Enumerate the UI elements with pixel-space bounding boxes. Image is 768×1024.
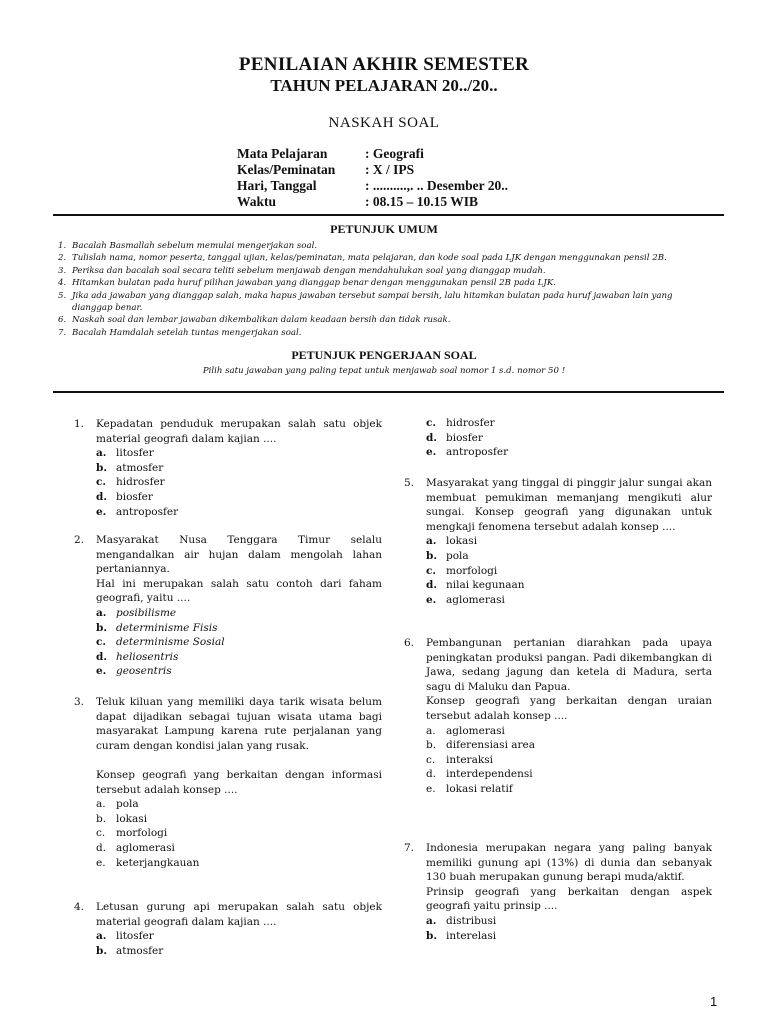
info-row-subject — [237, 146, 508, 162]
question-text: Kepadatan penduduk merupakan salah satu objek material geografi dalam kajian .... — [96, 418, 382, 445]
question-text-2: Prinsip geografi yang berkaitan dengan aspek geografi yaitu prinsip .... — [426, 885, 712, 913]
instruction-item: 4. Hitamkan bulatan pada huruf pilihan jawaban yang dianggap benar dengan menggunakan pensil 2B pada LJK. — [58, 278, 556, 289]
option-a: a. aglomerasi — [426, 724, 505, 737]
instruction-item: 3. Periksa dan bacalah soal secara teliti sebelum menjawab dengan mendahulukan soal yang dianggap mudah. — [58, 265, 546, 276]
page-number: 1 — [710, 994, 718, 1009]
option-d: d. nilai kegunaan — [426, 579, 525, 592]
instruction-item: 5. Jika ada jawaban yang dianggap salah, maka hapus jawaban tersebut sampai bersih, lalu hitamkan bulatan pada huruf jawaban lain yang dianggap benar. — [58, 290, 673, 314]
option-b: b. interelasi — [426, 929, 497, 942]
work-instruction: Pilih satu jawaban yang paling tepat untuk menjawab soal nomor 1 s.d. nomor 50 ! — [202, 366, 566, 376]
option-a: a. litosfer — [96, 447, 154, 460]
question-text: Letusan gurung api merupakan salah satu objek material geografi dalam kajian .... — [96, 901, 382, 928]
question-text: Teluk kiluan yang memiliki daya tarik wisata belum dapat dijadikan sebagai tujuan wisata utama bagi masyarakat Lampung karena rute perjalanan yang curam dengan kondisi jalan yang rusak. — [96, 696, 382, 752]
option-a: a. posibilisme — [96, 606, 177, 619]
option-a: a. distribusi — [426, 914, 497, 927]
option-d: d. biosfer — [426, 431, 483, 444]
question-text-2: Hal ini merupakan salah satu contoh dari faham geografi, yaitu .... — [96, 577, 382, 605]
option-e: e. aglomerasi — [426, 593, 505, 606]
option-e: e. lokasi relatif — [426, 782, 513, 795]
option-c: c. hidrosfer — [96, 476, 165, 489]
question-number: 6. — [404, 637, 415, 649]
info-label: Kelas/Peminatan — [237, 162, 336, 177]
option-a: a. litosfer — [96, 930, 154, 943]
question-1 — [74, 417, 382, 519]
question-number: 3. — [74, 696, 85, 708]
question-4-continued — [404, 416, 712, 460]
question-3 — [74, 695, 382, 870]
question-4 — [74, 900, 382, 958]
info-label: Waktu — [237, 194, 277, 209]
option-e: e. antroposfer — [426, 446, 509, 459]
info-row-time — [237, 194, 508, 210]
question-text: Masyarakat Nusa Tenggara Timur selalu mengandalkan air hujan dalam mengolah lahan pertaniannya. — [96, 534, 382, 576]
divider-bottom — [53, 391, 724, 393]
option-b: b. diferensiasi area — [426, 739, 536, 752]
info-label: Hari, Tanggal — [237, 178, 317, 193]
info-value: : Geografi — [365, 146, 424, 161]
instruction-item: 7. Bacalah Hamdalah setelah tuntas mengerjakan soal. — [58, 327, 302, 338]
option-c: c. morfologi — [426, 564, 498, 577]
option-c: c. hidrosfer — [426, 417, 495, 429]
question-6 — [404, 636, 712, 797]
work-instructions-title: PETUNJUK PENGERJAAN SOAL — [291, 348, 477, 362]
option-a: a. lokasi — [426, 535, 478, 548]
academic-year: TAHUN PELAJARAN 20../20.. — [270, 76, 498, 95]
option-e: e. keterjangkauan — [96, 856, 200, 869]
exam-info — [237, 146, 508, 210]
question-number: 1. — [74, 418, 85, 430]
info-label: Mata Pelajaran — [237, 146, 328, 161]
question-number: 5. — [404, 477, 415, 489]
question-number: 7. — [404, 842, 415, 854]
option-b: b. pola — [426, 549, 469, 562]
option-c: c. determinisme Sosial — [96, 636, 225, 649]
option-b: b. lokasi — [96, 812, 148, 825]
question-number: 4. — [74, 901, 85, 913]
info-value: : X / IPS — [365, 162, 415, 177]
question-text-2: Konsep geografi yang berkaitan dengan informasi tersebut adalah konsep .... — [96, 768, 382, 796]
option-c: c. interaksi — [426, 753, 493, 766]
info-row-date — [237, 178, 508, 194]
general-instructions-title: PETUNJUK UMUM — [330, 222, 438, 236]
option-d: d. interdependensi — [426, 768, 533, 781]
general-instructions-list — [58, 240, 708, 339]
option-c: c. morfologi — [96, 827, 168, 840]
question-2 — [74, 533, 382, 679]
option-b: b. atmosfer — [96, 461, 164, 474]
option-b: b. atmosfer — [96, 944, 164, 957]
question-7 — [404, 841, 712, 943]
doc-type: NASKAH SOAL — [328, 115, 440, 131]
info-value: : 08.15 – 10.15 WIB — [365, 194, 479, 209]
question-text: Masyarakat yang tinggal di pinggir jalur sungai akan membuat pemukiman memanjang mengikuti alur sungai. Konsep geografi yang digunakan untuk mengkaji fenomena tersebut adalah konsep .... — [426, 477, 712, 533]
option-d: d. heliosentris — [96, 650, 179, 663]
question-number: 2. — [74, 534, 85, 546]
question-text: Indonesia merupakan negara yang paling banyak memiliki gunung api (13%) di dunia dan sebanyak 130 buah merupakan gunung berapi muda/aktif. — [426, 842, 712, 884]
info-value: : ..........,. .. Desember 20.. — [365, 178, 508, 193]
divider-top — [53, 214, 724, 216]
instruction-item: 6. Naskah soal dan lembar jawaban dikembalikan dalam keadaan bersih dan tidak rusak. — [58, 315, 451, 326]
option-b: b. determinisme Fisis — [96, 621, 218, 634]
info-row-class — [237, 162, 508, 178]
option-e: e. geosentris — [96, 665, 172, 678]
instruction-item: 2. Tulislah nama, nomor peserta, tanggal ujian, kelas/peminatan, mata pelajaran, dan kode soal pada LJK dengan menggunakan pensil 2B. — [58, 253, 667, 264]
instruction-item: 1. Bacalah Basmallah sebelum memulai mengerjakan soal. — [58, 241, 318, 251]
option-a: a. pola — [96, 798, 139, 811]
question-5 — [404, 476, 712, 607]
question-text-2: Konsep geografi yang berkaitan dengan uraian tersebut adalah konsep .... — [426, 695, 712, 722]
option-d: d. aglomerasi — [96, 841, 175, 854]
question-text: Pembangunan pertanian diarahkan pada upaya peningkatan produksi pangan. Padi dikembangkan di Jawa, sedang jagung dan ketela di Madura, serta sagu di Maluku dan Papua. — [426, 637, 712, 693]
option-e: e. antroposfer — [96, 505, 179, 518]
option-d: d. biosfer — [96, 490, 153, 503]
exam-title: PENILAIAN AKHIR SEMESTER — [238, 54, 530, 75]
